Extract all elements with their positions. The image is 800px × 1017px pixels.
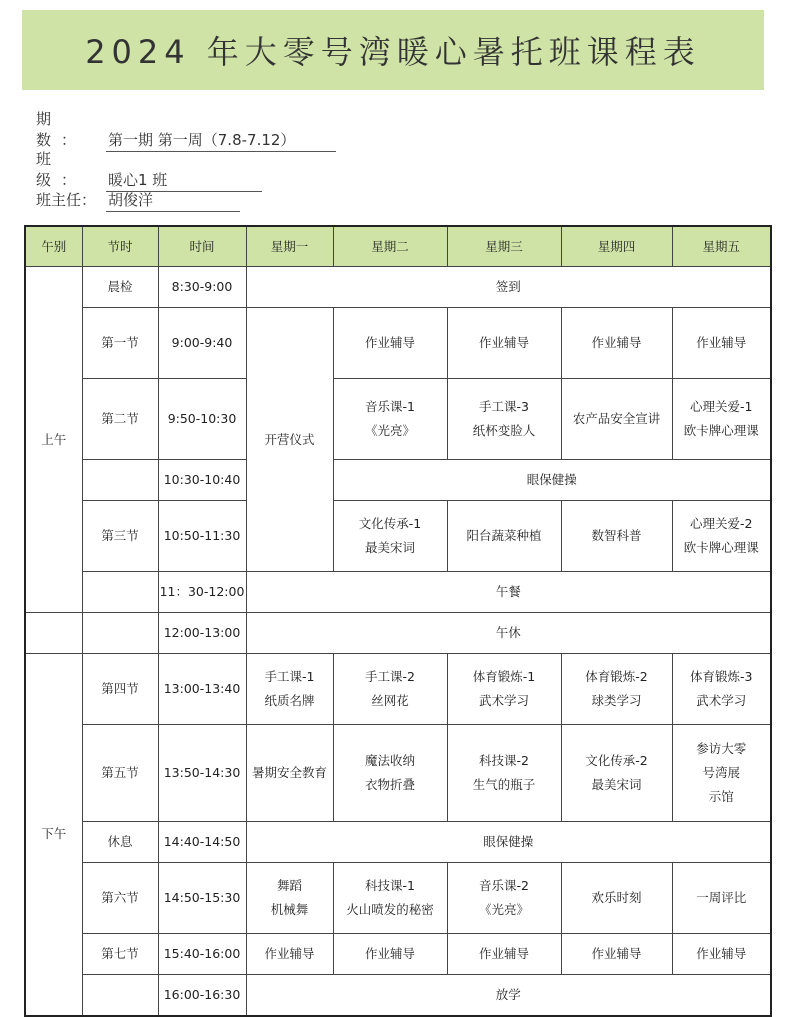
time-cell: 14:50-15:30: [158, 863, 246, 934]
activity-line: 心理关爱-1: [690, 399, 753, 415]
header-cell: 时间: [158, 226, 246, 267]
time-cell: 16:00-16:30: [158, 975, 246, 1016]
header-cell: 星期三: [447, 226, 561, 267]
header-cell: 星期四: [561, 226, 672, 267]
activity-cell: 签到: [246, 267, 771, 308]
period-cell: 第四节: [82, 654, 158, 725]
time-cell: 13:00-13:40: [158, 654, 246, 725]
activity-cell: [447, 379, 561, 460]
period-cell: 第六节: [82, 863, 158, 934]
table-row: [25, 725, 771, 822]
activity-cell: 作业辅导: [561, 934, 672, 975]
page-title: 2024 年大零号湾暖心暑托班课程表: [85, 33, 701, 71]
activity-cell: 眼保健操: [246, 822, 771, 863]
table-row: [25, 822, 771, 863]
period-cell: [82, 460, 158, 501]
time-cell: 12:00-13:00: [158, 613, 246, 654]
activity-cell: [333, 654, 447, 725]
header-cell: 星期二: [333, 226, 447, 267]
table-row: [25, 654, 771, 725]
period-cell: [82, 975, 158, 1016]
activity-line: 机械舞: [270, 902, 309, 917]
period-cell: [82, 613, 158, 654]
activity-line: 手工课-3: [479, 399, 529, 415]
class-label: 班 级：: [36, 150, 87, 189]
header-cell: 节时: [82, 226, 158, 267]
activity-line: 《光亮》: [478, 902, 529, 917]
activity-cell: [333, 379, 447, 460]
activity-line: 衣物折叠: [364, 777, 415, 792]
activity-line: 手工课-1: [264, 669, 315, 685]
period-cell: 第五节: [82, 725, 158, 822]
activity-cell: 作业辅导: [333, 934, 447, 975]
table-row: [25, 934, 771, 975]
activity-cell: 作业辅导: [672, 308, 771, 379]
activity-cell: [672, 379, 771, 460]
activity-line: 最美宋词: [364, 540, 415, 555]
period-cell: 休息: [82, 822, 158, 863]
activity-cell: 眼保健操: [333, 460, 771, 501]
time-cell: 10:30-10:40: [158, 460, 246, 501]
teacher-info: [36, 189, 240, 212]
activity-line: 示馆: [708, 788, 734, 804]
period-cell: 第一节: [82, 308, 158, 379]
period-info: [36, 108, 336, 152]
activity-line: 科技课-1: [365, 878, 415, 894]
activity-cell: [447, 725, 561, 822]
activity-line: 武术学习: [478, 693, 529, 708]
activity-cell: [672, 501, 771, 572]
period-cell: 晨检: [82, 267, 158, 308]
period-cell: 第七节: [82, 934, 158, 975]
activity-cell: [333, 501, 447, 572]
activity-line: 纸杯变脸人: [472, 423, 536, 438]
activity-line: 文化传承-1: [358, 516, 422, 532]
period-cell: 第二节: [82, 379, 158, 460]
activity-cell: 作业辅导: [447, 308, 561, 379]
period-label: 期 数：: [36, 110, 87, 149]
table-row: [25, 613, 771, 654]
period-cell: [82, 572, 158, 613]
activity-line: 音乐课-1: [365, 399, 415, 415]
activity-line: 武术学习: [696, 693, 747, 708]
activity-line: 球类学习: [591, 693, 642, 708]
activity-line: 体育锻炼-2: [585, 669, 648, 685]
activity-cell: 午休: [246, 613, 771, 654]
activity-line: 体育锻炼-1: [472, 669, 536, 685]
activity-cell: 放学: [246, 975, 771, 1016]
activity-line: 舞蹈: [276, 878, 302, 894]
activity-line: 魔法收纳: [364, 753, 415, 769]
table-row: [25, 572, 771, 613]
time-cell: 8:30-9:00: [158, 267, 246, 308]
activity-cell: [561, 654, 672, 725]
activity-cell: 阳台蔬菜种植: [447, 501, 561, 572]
activity-cell: [333, 863, 447, 934]
activity-cell: 午餐: [246, 572, 771, 613]
class-info: [36, 148, 262, 192]
time-cell: 14:40-14:50: [158, 822, 246, 863]
activity-line: 心理关爱-2: [690, 516, 753, 532]
activity-cell: 欢乐时刻: [561, 863, 672, 934]
activity-cell: [672, 654, 771, 725]
activity-line: 欧卡牌心理课: [683, 540, 759, 555]
activity-line: 科技课-2: [479, 753, 529, 769]
table-row: [25, 975, 771, 1016]
header-cell: 星期一: [246, 226, 333, 267]
activity-cell: 作业辅导: [561, 308, 672, 379]
activity-cell: 农产品安全宣讲: [561, 379, 672, 460]
table-row: [25, 501, 771, 572]
activity-cell: 开营仪式: [246, 308, 333, 572]
activity-line: 欧卡牌心理课: [683, 423, 759, 438]
am-cell: 上午: [25, 267, 82, 613]
activity-cell: 作业辅导: [246, 934, 333, 975]
table-row: [25, 267, 771, 308]
activity-cell: [672, 725, 771, 822]
activity-line: 手工课-2: [365, 669, 415, 685]
activity-cell: [447, 654, 561, 725]
activity-cell: [333, 725, 447, 822]
activity-line: 火山喷发的秘密: [346, 902, 434, 917]
table-row: [25, 379, 771, 460]
activity-line: 最美宋词: [591, 777, 642, 792]
teacher-value: 胡俊洋: [106, 189, 240, 212]
activity-line: 《光亮》: [364, 423, 415, 438]
teacher-label: 班主任：: [36, 191, 97, 209]
activity-cell: [246, 863, 333, 934]
ampm-cell: [25, 613, 82, 654]
time-cell: 10:50-11:30: [158, 501, 246, 572]
activity-line: 音乐课-2: [479, 878, 529, 894]
activity-cell: [447, 863, 561, 934]
activity-line: 生气的瓶子: [472, 777, 536, 792]
time-cell: 11：30-12:00: [158, 572, 246, 613]
table-row: [25, 460, 771, 501]
activity-line: 丝网花: [371, 693, 409, 708]
time-cell: 9:50-10:30: [158, 379, 246, 460]
header-cell: 午别: [25, 226, 82, 267]
activity-line: 文化传承-2: [585, 753, 648, 769]
activity-cell: 暑期安全教育: [246, 725, 333, 822]
period-cell: 第三节: [82, 501, 158, 572]
activity-cell: 数智科普: [561, 501, 672, 572]
table-row: [25, 308, 771, 379]
activity-line: 参访大零: [696, 741, 747, 757]
activity-cell: [561, 725, 672, 822]
activity-line: 体育锻炼-3: [690, 669, 753, 685]
table-row: [25, 863, 771, 934]
title-banner: [22, 10, 764, 90]
pm-cell: 下午: [25, 654, 82, 1016]
activity-cell: 作业辅导: [333, 308, 447, 379]
time-cell: 15:40-16:00: [158, 934, 246, 975]
activity-line: 号湾展: [702, 765, 740, 781]
activity-cell: 作业辅导: [447, 934, 561, 975]
time-cell: 9:00-9:40: [158, 308, 246, 379]
header-row: [25, 226, 771, 267]
time-cell: 13:50-14:30: [158, 725, 246, 822]
activity-cell: 一周评比: [672, 863, 771, 934]
header-cell: 星期五: [672, 226, 771, 267]
activity-line: 纸质名牌: [264, 693, 315, 708]
period-value: 第一期 第一周（7.8-7.12）: [106, 129, 336, 152]
class-value: 暖心1 班: [106, 169, 262, 192]
activity-cell: 作业辅导: [672, 934, 771, 975]
activity-cell: [246, 654, 333, 725]
schedule-table: [24, 225, 772, 1017]
